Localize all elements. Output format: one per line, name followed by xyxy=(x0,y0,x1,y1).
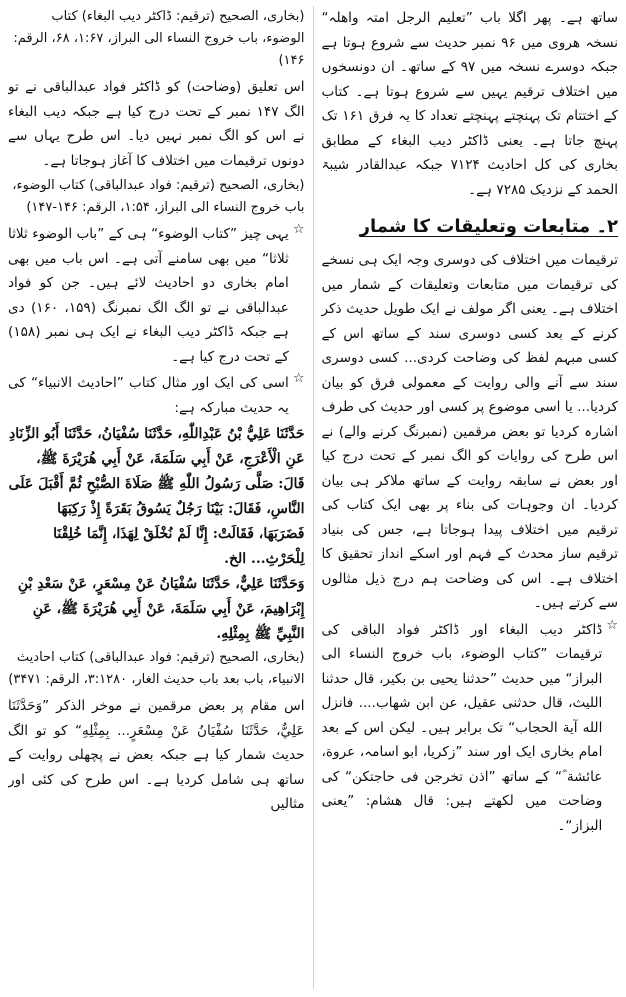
paragraph: ترقیمات میں اختلاف کی دوسری وجہ ایک ہی نسخے کی ترقیمات میں متابعات وتعلیقات کے شمار میں اختلاف ہے۔ یعنی اگر مولف نے ایک طویل حدیث ذکر کرنے کے بعد کسی دوسری سند کے ساتھ اس کے کسی مبہم لفظ کی وضاحت کردی... کسی دوسری سند سے آنے والی روایت کے معمولی فرق کو بیان کردیا... یا اسی موضوع پر کسی اور حدیث کی طرف اشارہ کردیا تو بعض مرقمین (نمبرنگ کرنے والے) نے اس طرح کی روایات کو الگ نمبر کے تحت درج کیا اور بعض نے سابقہ روایت کے ساتھ ملاکر ہی بیان کردیا۔ ان وجوہات کی بناء پر بھی ایک کتاب کی ترقیم میں اختلاف پیدا ہوجاتا ہے، جس کی بنیاد ترقیم ساز محدث کے فہم اور اسکے انداز تحقیق کا اختلاف ہے۔ اس کی وضاحت ہم درج ذیل مثالوں سے کرتے ہیں۔ xyxy=(321,252,618,611)
left-column xyxy=(8,6,314,989)
section-heading: ۲۔ متابعات وتعلیقات کا شمار xyxy=(359,216,618,237)
example-item xyxy=(8,371,305,422)
paragraph: ڈاکٹر دیب البغاء اور ڈاکٹر فواد الباقی کی ترقیمات ”کتاب الوضوء، باب خروج النساء الی البراز“ میں حدیث ”حدثنا یحیی بن بکیر، قال حدثنا اللیث، قال حدثنی عقیل، عن ابن شھاب.... فانزل الله آیة الحجاب“ تک برابر ہیں۔ لیکن اس کے بعد امام بخاری ایک اور سند ”زکریا، ابو اسامہ، عروة، عائشة ؓ“ کے ساتھ ”اذن تخرجن فی حاجتکن“ کی وضاحت میں لکھتے ہیں: قال هشام: ”یعنی البزاز“۔ xyxy=(321,621,603,834)
example-item xyxy=(8,222,305,371)
paragraph: ساتھ ہے۔ پھر اگلا باب ”تعلیم الرجل امتہ واھلہ“ نسخہ هروی میں ۹۶ نمبر حدیث سے شروع ہوتا ہے جبکہ دوسرے نسخہ میں ۹۷ کے ساتھ۔ ان دونسخوں میں اختلاف ترقیم یہیں سے شروع ہوتا ہے۔ کتاب کے اختتام تک پہنچتے پہنچتے تعداد کا یہ فرق ۱۶۱ تک پہنچ جاتا ہے۔ یعنی ڈاکٹر دیب البغاء کے مطابق بخاری کی کل احادیث ۷۱۲۴ جبکہ عبدالقادر شیبۃ الحمد کے نزدیک ۷۲۸۵ ہے۔ xyxy=(321,10,618,198)
arabic-hadith-text: وَحَدَّثَنَا عَلِيٌّ، حَدَّثَنَا سُفْيَانُ عَنْ مِسْعَرٍ، عَنْ سَعْدِ بْنِ إِبْرَاهِيمَ، عَنْ أَبِي سَلَمَةَ، عَنْ أَبِي هُرَيْرَةَ ﷺ، عَنِ النَّبِيِّ ﷺ بِمِثْلِهِ. xyxy=(17,576,305,642)
arabic-hadith-text: حَدَّثَنَا عَلِيُّ بْنُ عَبْدِاللّٰهِ، حَدَّثَنَا سُفْيَانُ، حَدَّثَنَا أَبُو الزِّنَادِ عَنِ الْأَعْرَجِ، عَنْ أَبِي سَلَمَةَ، عَنْ أَبِي هُرَيْرَةَ ﷺ، قَالَ: صَلَّى رَسُولُ اللّٰهِ ﷺ صَلَاةَ الصُّبْحِ ثُمَّ أَقْبَلَ عَلَى النَّاسِ، فَقَالَ: بَيْنَا رَجُلٌ يَسُوقُ بَقَرَةً إِذْ رَكِبَهَا فَضَرَبَهَا، فَقَالَتْ: إِنَّا لَمْ نُخْلَقْ لِهَذَا، إِنَّمَا خُلِقْنَا لِلْحَرْثِ... الخ. xyxy=(8,426,305,567)
paragraph: اس تعلیق (وضاحت) کو ڈاکٹر فواد عبدالباقی نے تو الگ ۱۴۷ نمبر کے تحت درج کیا ہے جبکہ دیب البغاء نے اس کو الگ نمبر نہیں دیا۔ اس طرح یہاں سے دونوں ترقیمات میں اختلاف کا آغاز ہوجاتا ہے۔ xyxy=(8,79,305,169)
star-bullet-icon: ☆ xyxy=(292,371,305,386)
right-column xyxy=(314,6,619,989)
star-bullet-icon: ☆ xyxy=(606,617,618,633)
two-column-layout xyxy=(8,6,618,989)
reference-citation: (بخاری، الصحیح (ترقیم: فواد عبدالباقی) کتاب احادیث الانبیاء، باب بعد باب حدیث الغار، ۳:۱۲۸۰، الرقم: ۳۴۷۱) xyxy=(8,650,305,687)
reference-citation: (بخاری، الصحیح (ترقیم: فواد عبدالباقی) کتاب الوضوء، باب خروج النساء الی البراز، ۱:۵۴، الرقم: ۱۴۶-۱۴۷) xyxy=(12,178,305,215)
paragraph: یہی چیز ”کتاب الوضوء“ ہی کے ”باب الوضوء ثلاثا ثلاثا“ میں بھی سامنے آتی ہے۔ اس باب میں بھی امام بخاری دو احادیث لائے ہیں۔ جن کو فواد عبدالباقی نے تو الگ الگ نمبرنگ (۱۵۹، ۱۶۰) دی ہے جبکہ ڈاکٹر دیب البغاء نے ایک ہی نمبر (۱۵۸) کے تحت درج کیا ہے۔ xyxy=(8,226,289,365)
reference-citation: (بخاری، الصحیح (ترقیم: ڈاکٹر دیب البغاء) کتاب الوضوء، باب خروج النساء الی البراز، ۱:۶۷، ۶۸، الرقم: ۱۴۶) xyxy=(13,9,305,68)
paragraph: اس مقام پر بعض مرقمین نے موخر الذکر ”وَحَدَّثَنَا عَلِيٌّ، حَدَّثَنَا سُفْيَانُ عَنْ مِسْعَرٍ... بِمِثْلِهِ“ کو تو الگ حدیث شمار کیا ہے جبکہ بعض نے پچھلی روایت کے ساتھ ہی شامل کردیا ہے۔ اس طرح کی کئی اور مثالیں xyxy=(8,698,305,812)
example-item xyxy=(322,618,619,841)
star-bullet-icon: ☆ xyxy=(292,222,305,237)
paragraph: اسی کی ایک اور مثال کتاب ”احادیث الانبیاء“ کی یہ حدیث مبارکہ ہے: xyxy=(8,375,289,416)
